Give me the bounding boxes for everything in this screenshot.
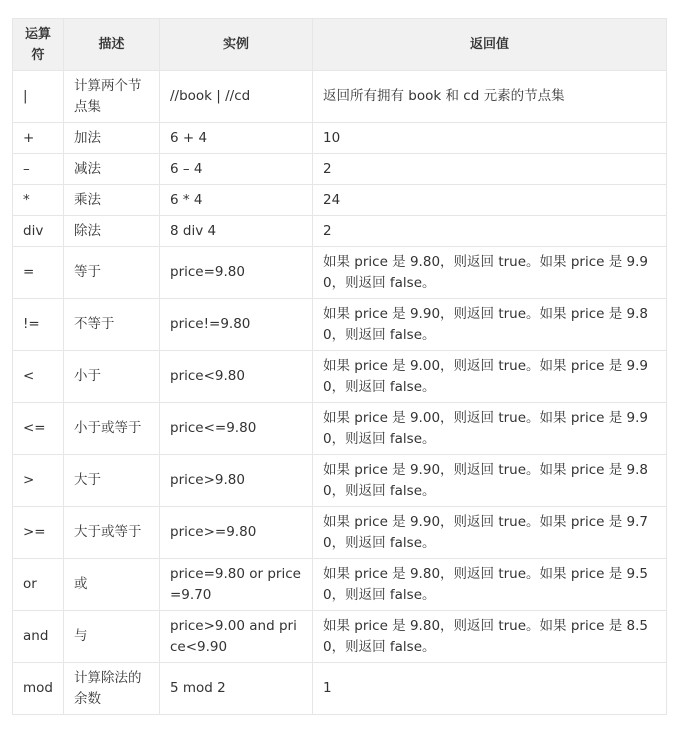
cell-operator: >=: [13, 507, 64, 559]
table-row: [13, 299, 667, 351]
cell-description: 大于: [64, 455, 160, 507]
table-row: [13, 247, 667, 299]
table-row: [13, 455, 667, 507]
cell-description: 计算除法的余数: [64, 663, 160, 715]
table-row: [13, 663, 667, 715]
cell-example: 6 * 4: [160, 185, 313, 216]
cell-example: 6 – 4: [160, 154, 313, 185]
cell-example: 8 div 4: [160, 216, 313, 247]
cell-description: 小于或等于: [64, 403, 160, 455]
table-row: [13, 123, 667, 154]
cell-description: 等于: [64, 247, 160, 299]
cell-description: 乘法: [64, 185, 160, 216]
table-row: [13, 216, 667, 247]
cell-description: 加法: [64, 123, 160, 154]
cell-operator: *: [13, 185, 64, 216]
cell-description: 小于: [64, 351, 160, 403]
cell-description: 大于或等于: [64, 507, 160, 559]
table-row: [13, 71, 667, 123]
cell-example: price!=9.80: [160, 299, 313, 351]
cell-return-value: 如果 price 是 9.90，则返回 true。如果 price 是 9.80，则返回 false。: [313, 455, 667, 507]
cell-description: 或: [64, 559, 160, 611]
cell-example: price<=9.80: [160, 403, 313, 455]
cell-return-value: 如果 price 是 9.90，则返回 true。如果 price 是 9.80，则返回 false。: [313, 299, 667, 351]
table-row: [13, 154, 667, 185]
table-row: [13, 559, 667, 611]
cell-return-value: 如果 price 是 9.90，则返回 true。如果 price 是 9.70，则返回 false。: [313, 507, 667, 559]
cell-operator: or: [13, 559, 64, 611]
cell-return-value: 24: [313, 185, 667, 216]
cell-return-value: 如果 price 是 9.00，则返回 true。如果 price 是 9.90，则返回 false。: [313, 351, 667, 403]
table-row: [13, 185, 667, 216]
cell-return-value: 2: [313, 216, 667, 247]
cell-operator: –: [13, 154, 64, 185]
table-row: [13, 611, 667, 663]
cell-operator: <: [13, 351, 64, 403]
cell-description: 与: [64, 611, 160, 663]
cell-return-value: 10: [313, 123, 667, 154]
cell-operator: >: [13, 455, 64, 507]
cell-example: //book | //cd: [160, 71, 313, 123]
cell-example: 5 mod 2: [160, 663, 313, 715]
cell-operator: div: [13, 216, 64, 247]
cell-return-value: 如果 price 是 9.80，则返回 true。如果 price 是 8.50，则返回 false。: [313, 611, 667, 663]
cell-example: price=9.80: [160, 247, 313, 299]
header-return-value: 返回值: [313, 19, 667, 71]
cell-return-value: 2: [313, 154, 667, 185]
cell-example: 6 + 4: [160, 123, 313, 154]
table-row: [13, 507, 667, 559]
cell-example: price>9.00 and price<9.90: [160, 611, 313, 663]
cell-description: 计算两个节点集: [64, 71, 160, 123]
header-example: 实例: [160, 19, 313, 71]
cell-operator: =: [13, 247, 64, 299]
cell-return-value: 如果 price 是 9.80，则返回 true。如果 price 是 9.90，则返回 false。: [313, 247, 667, 299]
header-description: 描述: [64, 19, 160, 71]
cell-description: 减法: [64, 154, 160, 185]
cell-operator: mod: [13, 663, 64, 715]
header-operator: 运算符: [13, 19, 64, 71]
cell-operator: |: [13, 71, 64, 123]
cell-operator: !=: [13, 299, 64, 351]
cell-example: price<9.80: [160, 351, 313, 403]
cell-example: price=9.80 or price=9.70: [160, 559, 313, 611]
operator-table-container: [12, 18, 666, 715]
cell-example: price>=9.80: [160, 507, 313, 559]
table-header-row: [13, 19, 667, 71]
cell-return-value: 1: [313, 663, 667, 715]
cell-return-value: 如果 price 是 9.00，则返回 true。如果 price 是 9.90，则返回 false。: [313, 403, 667, 455]
table-row: [13, 403, 667, 455]
table-row: [13, 351, 667, 403]
cell-operator: <=: [13, 403, 64, 455]
cell-example: price>9.80: [160, 455, 313, 507]
cell-description: 除法: [64, 216, 160, 247]
cell-operator: +: [13, 123, 64, 154]
cell-return-value: 如果 price 是 9.80，则返回 true。如果 price 是 9.50，则返回 false。: [313, 559, 667, 611]
operator-table: [12, 18, 667, 715]
cell-description: 不等于: [64, 299, 160, 351]
cell-operator: and: [13, 611, 64, 663]
cell-return-value: 返回所有拥有 book 和 cd 元素的节点集: [313, 71, 667, 123]
